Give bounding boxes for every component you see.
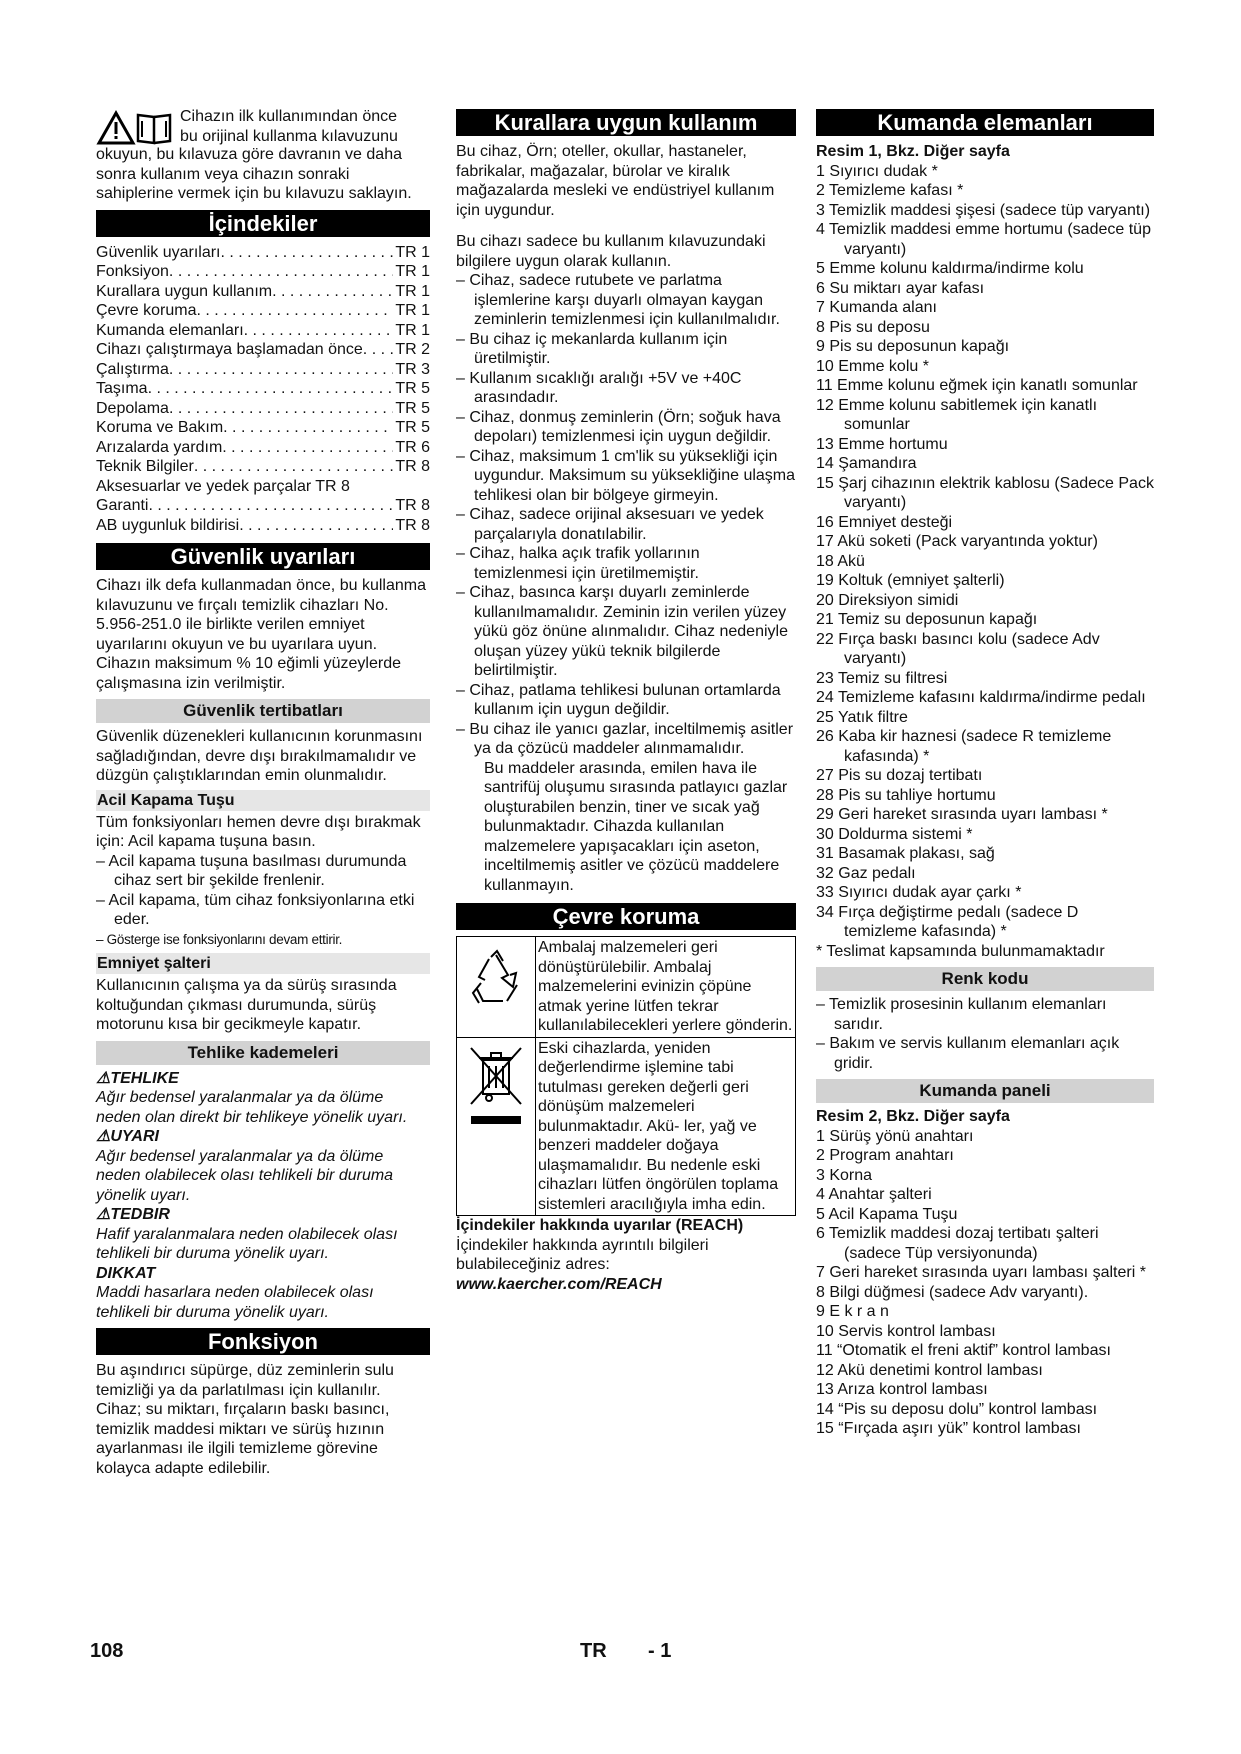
control-element-item: 7 Kumanda alanı — [816, 299, 937, 316]
proper-use-p1: Bu cihaz, Örn; oteller, okullar, hastaneler, fabrikalar, mağazalar, bürolar ve kiralık mağazalarda mesleki ve endüstriyel kullanım için uygundur. — [456, 143, 775, 219]
control-panel-item: 12 Akü denetimi kontrol lambası — [816, 1361, 1043, 1379]
safety-title: Güvenlik uyarıları — [96, 543, 430, 570]
safety-text: Cihazı ilk defa kullanmadan önce, bu kullanma kılavuzunu ve fırçalı temizlik cihazları No. 5.956-251.0 ile birlikte verilen emniyet uyarılarını okuyun ve bu uyarılara uyun. Cihazın maksimum % 10 eğimli yüzeylerde çalışmasına izin verilmiştir. — [96, 577, 426, 692]
figure-1-ref: Resim 1, Bkz. Diğer sayfa — [816, 143, 1010, 160]
proper-use-item: – Cihaz, basınca karşı duyarlı zeminlerde kullanılmamalıdır. Zeminin izin verilen yüzey yükü göz önüne alınmalıdır. Cihaz nedeniyle oluşan yüzey yükü teknik bilgilerde belirtilmiştir. — [456, 584, 788, 679]
crossed-bin-icon — [461, 1038, 531, 1138]
toc-entry[interactable]: Kumanda elemanları . . . TR 1 — [96, 321, 430, 341]
hazard-level-label: ⚠TEHLIKE — [96, 1069, 179, 1087]
warning-triangle-icon: ⚠ — [96, 1069, 111, 1087]
control-element-item: 34 Fırça değiştirme pedalı (sadece D temizleme kafasında) * — [816, 903, 1079, 940]
control-element-item: 2 Temizleme kafası * — [816, 182, 964, 199]
control-panel-item: 6 Temizlik maddesi dozaj tertibatı şalteri (sadece Tüp versiyonunda) — [816, 1225, 1099, 1262]
reach-text: İçindekiler hakkında ayrıntılı bilgileri bulabileceğiniz adres: — [456, 1236, 709, 1273]
hazard-level-text: Hafif yaralanmalara neden olabilecek olası tehlikeli bir duruma yönelik uyarı. — [96, 1225, 398, 1262]
control-panel-list — [816, 1127, 1154, 1439]
control-element-item: 3 Temizlik maddesi şişesi (sadece tüp varyantı) — [816, 201, 1151, 219]
hazard-level-label: ⚠UYARI — [96, 1128, 159, 1145]
controls-list — [816, 162, 1154, 942]
control-element-item: 13 Emme hortumu — [816, 435, 948, 453]
controls-title: Kumanda elemanları — [816, 109, 1154, 136]
control-element-item: 20 Direksiyon simidi — [816, 591, 959, 609]
toc-entry[interactable]: Depolama . . . TR 5 — [96, 399, 430, 419]
control-panel-item: 4 Anahtar şalteri — [816, 1186, 932, 1203]
column-middle — [456, 107, 796, 1294]
toc-entry[interactable]: Fonksiyon . . . TR 1 — [96, 262, 430, 282]
weee-cell — [457, 1037, 536, 1216]
warning-triangle-icon: ⚠ — [96, 1128, 111, 1145]
toc-entry[interactable]: Çevre koruma . . . TR 1 — [96, 301, 430, 321]
intro-warning — [96, 107, 430, 147]
toc-entry[interactable]: Çalıştırma . . . TR 3 — [96, 360, 430, 380]
control-element-item: 33 Sıyırıcı dudak ayar çarkı * — [816, 884, 1022, 901]
control-panel-item: 9 E k r a n — [816, 1303, 889, 1320]
control-element-item: 23 Temiz su filtresi — [816, 669, 948, 687]
estop-item: – Gösterge ise fonksiyonlarını devam ettirir. — [96, 931, 343, 947]
control-element-item: 30 Doldurma sistemi * — [816, 825, 973, 843]
control-panel-item: 14 “Pis su deposu dolu” kontrol lambası — [816, 1400, 1098, 1418]
estop-title: Acil Kapama Tuşu — [96, 790, 430, 811]
hazard-level-text: Ağır bedensel yaralanmalar ya da ölüme neden olabilecek olası tehlikeli bir duruma yönelik uyarı. — [96, 1147, 394, 1204]
control-element-item: 27 Pis su dozaj tertibatı — [816, 767, 983, 784]
color-code-title: Renk kodu — [816, 967, 1154, 991]
control-element-item: 24 Temizleme kafasını kaldırma/indirme pedalı — [816, 689, 1146, 706]
hazard-levels-title: Tehlike kademeleri — [96, 1041, 430, 1065]
control-element-item: 18 Akü — [816, 552, 865, 570]
control-panel-item: 1 Sürüş yönü anahtarı — [816, 1127, 974, 1145]
control-element-item: 15 Şarj cihazının elektrik kablosu (Sadece Pack varyantı) — [816, 474, 1154, 511]
control-element-item: 16 Emniyet desteği — [816, 513, 953, 531]
proper-use-item: – Cihaz, halka açık trafik yollarının temizlenmesi için üretilmemiştir. — [456, 545, 700, 582]
seat-switch-text: Kullanıcının çalışma ya da sürüş sırasında koltuğundan çıkması durumunda, sürüş motorunu kısa bir gecikmeyle kapatır. — [96, 977, 397, 1033]
proper-use-item: – Cihaz, maksimum 1 cm'lik su yüksekliği için uygundur. Maksimum su yüksekliğine ulaşma tehlikesi olan bir bölgeye girmeyin. — [456, 447, 796, 504]
color-code-item: – Temizlik prosesinin kullanım elemanları sarıdır. — [816, 996, 1107, 1033]
recycle-icon — [461, 937, 531, 1027]
proper-use-item: – Bu cihaz iç mekanlarda kullanım için üretilmiştir. — [456, 330, 728, 367]
hazard-level-text: Maddi hasarlara neden olabilecek olası tehlikeli bir duruma yönelik uyarı. — [96, 1284, 374, 1321]
toc-entry[interactable]: Aksesuarlar ve yedek parçalar TR 8 — [96, 477, 350, 495]
toc-entry[interactable]: Koruma ve Bakım . . . TR 5 — [96, 418, 430, 438]
control-element-item: 25 Yatık filtre — [816, 708, 908, 726]
function-text: Bu aşındırıcı süpürge, düz zeminlerin sulu temizliği ya da parlatılması için kullanılır. Cihaz; su miktarı, fırçaların baskı basıncı, temizlik maddesi miktarı ve sürüş hızının ayarlanması ile ilgili temizleme görevine kolayca adapte edilebilir. — [96, 1362, 394, 1477]
toc-list — [96, 243, 430, 536]
control-element-item: 26 Kaba kir haznesi (sadece R temizleme kafasında) * — [816, 728, 1112, 765]
hazard-level-label: DIKKAT — [96, 1264, 156, 1282]
proper-use-item: – Cihaz, sadece rutubete ve parlatma işlemlerine karşı duyarlı olmayan kaygan zeminlerin temizlenmesi için kullanılmalıdır. — [456, 272, 780, 328]
proper-use-item: – Bu cihaz ile yanıcı gazlar, inceltilmemiş asitler ya da çözücü maddeler alınmamalıdır. — [456, 720, 794, 757]
column-right — [816, 107, 1154, 1439]
color-code-item: – Bakım ve servis kullanım elemanları açık gridir. — [816, 1035, 1120, 1072]
proper-use-title: Kurallara uygun kullanım — [456, 109, 796, 136]
intro-warning-line1: Cihazın ilk kullanımından önce — [180, 108, 398, 125]
safety-devices-text: Güvenlik düzenekleri kullanıcının korunmasını sağladığından, devre dışı bırakılmamalıdır ve düzgün çalıştıklarından emin olunmalıdır. — [96, 728, 423, 784]
control-panel-item: 13 Arıza kontrol lambası — [816, 1381, 988, 1398]
toc-entry[interactable]: Teknik Bilgiler . . . TR 8 — [96, 457, 430, 477]
figure-2-ref: Resim 2, Bkz. Diğer sayfa — [816, 1108, 1010, 1125]
control-element-item: 1 Sıyırıcı dudak * — [816, 162, 938, 180]
recycle-text: Ambalaj malzemeleri geri dönüştürülebilir. Ambalaj malzemelerini evinizin çöpüne atmak yerine lütfen tekrar kullanılabilecekleri yerlere gönderin. — [536, 937, 796, 1038]
control-element-item: 19 Koltuk (emniyet şalterli) — [816, 572, 1005, 589]
seat-switch-title: Emniyet şalteri — [96, 953, 430, 974]
reach-link[interactable]: www.kaercher.com/REACH — [456, 1275, 662, 1293]
control-element-item: 9 Pis su deposunun kapağı — [816, 338, 1010, 355]
reach-title: İçindekiler hakkında uyarılar (REACH) — [456, 1217, 744, 1234]
control-element-item: 5 Emme kolunu kaldırma/indirme kolu — [816, 260, 1084, 277]
intro-warning-text: okuyun, bu kılavuza göre davranın ve daha sonra kullanım veya cihazın sonraki sahiplerine vermek için bu kılavuzu saklayın. — [96, 146, 412, 202]
footer-subpage: - 1 — [648, 1640, 672, 1662]
control-element-item: 6 Su miktarı ayar kafası — [816, 279, 985, 297]
estop-item: – Acil kapama, tüm cihaz fonksiyonlarına etki eder. — [96, 891, 415, 928]
control-element-item: 11 Emme kolunu eğmek için kanatlı somunlar — [816, 377, 1138, 394]
estop-text: Tüm fonksiyonları hemen devre dışı bırakmak için: Acil kapama tuşuna basın. — [96, 813, 421, 850]
control-element-item: 31 Basamak plakası, sağ — [816, 845, 995, 862]
toc-entry[interactable]: AB uygunluk bildirisi . . . TR 8 — [96, 516, 430, 536]
controls-footnote: * Teslimat kapsamında bulunmamaktadır — [816, 942, 1105, 960]
control-element-item: 21 Temiz su deposunun kapağı — [816, 611, 1038, 628]
control-panel-item: 15 “Fırçada aşırı yük” kontrol lambası — [816, 1420, 1081, 1437]
footer-lang: TR — [580, 1640, 607, 1662]
weee-text: Eski cihazlarda, yeniden değerlendirme işlemine tabi tutulması gereken değerli geri dönüşüm malzemeleri bulunmaktadır. Akü- ler, yağ ve benzeri maddeler doğaya ulaşmamalıdır. Bu nedenle eski cihazları lütfen öngörülen toplama sistemleri aracılığıyla imha edin. — [536, 1037, 796, 1216]
toc-entry[interactable]: Taşıma . . . TR 5 — [96, 379, 430, 399]
control-element-item: 28 Pis su tahliye hortumu — [816, 786, 996, 804]
safety-devices-title: Güvenlik tertibatları — [96, 699, 430, 723]
warning-triangle-icon: ⚠ — [96, 1206, 111, 1223]
control-element-item: 14 Şamandıra — [816, 455, 917, 472]
toc-entry[interactable]: Garanti . . . TR 8 — [96, 496, 430, 516]
proper-use-p2: Bu cihazı sadece bu kullanım kılavuzundaki bilgilere uygun olarak kullanın. — [456, 233, 766, 270]
hazard-level-text: Ağır bedensel yaralanmalar ya da ölüme neden olan direkt bir tehlikeye yönelik uyarı. — [96, 1089, 408, 1126]
control-panel-item: 3 Korna — [816, 1166, 873, 1184]
control-element-item: 10 Emme kolu * — [816, 357, 929, 375]
toc-entry[interactable]: Arızalarda yardım . . . TR 6 — [96, 438, 430, 458]
toc-entry[interactable]: Kurallara uygun kullanım . . . TR 1 — [96, 282, 430, 302]
control-panel-item: 10 Servis kontrol lambası — [816, 1322, 996, 1340]
toc-entry[interactable]: Güvenlik uyarıları . . . TR 1 — [96, 243, 430, 263]
control-element-item: 8 Pis su deposu — [816, 318, 930, 336]
toc-entry[interactable]: Cihazı çalıştırmaya başlamadan önce . . . TR 2 — [96, 340, 430, 360]
environment-title: Çevre koruma — [456, 903, 796, 930]
control-panel-title: Kumanda paneli — [816, 1079, 1154, 1103]
control-panel-item: 8 Bilgi düğmesi (sadece Adv varyantı). — [816, 1283, 1089, 1301]
control-element-item: 12 Emme kolunu sabitlemek için kanatlı somunlar — [816, 396, 1098, 433]
environment-table — [456, 936, 796, 1216]
control-panel-item: 2 Program anahtarı — [816, 1147, 954, 1164]
control-panel-item: 11 “Otomatik el freni aktif” kontrol lambası — [816, 1342, 1111, 1359]
recycle-cell — [457, 937, 536, 1038]
toc-title: İçindekiler — [96, 210, 430, 237]
control-element-item: 22 Fırça baskı basıncı kolu (sadece Adv varyantı) — [816, 630, 1100, 667]
control-panel-item: 5 Acil Kapama Tuşu — [816, 1205, 958, 1223]
proper-use-item: – Cihaz, patlama tehlikesi bulunan ortamlarda kullanım için uygun değildir. — [456, 681, 781, 718]
proper-use-item: – Cihaz, sadece orijinal aksesuarı ve yedek parçalarıyla donatılabilir. — [456, 506, 764, 543]
warning-manual-icon — [96, 107, 180, 147]
control-element-item: 32 Gaz pedalı — [816, 864, 916, 882]
control-panel-item: 7 Geri hareket sırasında uyarı lambası şalteri * — [816, 1264, 1146, 1281]
page-number: 108 — [90, 1640, 124, 1662]
intro-warning-line2: bu orijinal kullanma kılavuzunu — [180, 127, 398, 145]
control-element-item: 17 Akü soketi (Pack varyantında yoktur) — [816, 533, 1098, 550]
function-title: Fonksiyon — [96, 1328, 430, 1355]
proper-use-item: – Cihaz, donmuş zeminlerin (Örn; soğuk hava depoları) temizlenmesi için uygun değildir. — [456, 408, 781, 445]
proper-use-note: Bu maddeler arasında, emilen hava ile santrifüj oluşumu sırasında patlayıcı gazlar oluşturabilen benzin, tiner ve sıcak yağ bulunmaktadır. Cihazda kullanılan malzemelere yapışacakları için aseton, inceltilmemiş asitler ve çözücü maddelere kullanmayın. — [484, 759, 788, 894]
estop-item: – Acil kapama tuşuna basılması durumunda cihaz sert bir şekilde frenlenir. — [96, 852, 407, 889]
hazard-level-label: ⚠TEDBIR — [96, 1206, 170, 1223]
control-element-item: 4 Temizlik maddesi emme hortumu (sadece tüp varyantı) — [816, 221, 1151, 258]
proper-use-item: – Kullanım sıcaklığı aralığı +5V ve +40C arasındadır. — [456, 369, 742, 406]
column-left — [96, 107, 430, 1478]
control-element-item: 29 Geri hareket sırasında uyarı lambası * — [816, 806, 1108, 823]
